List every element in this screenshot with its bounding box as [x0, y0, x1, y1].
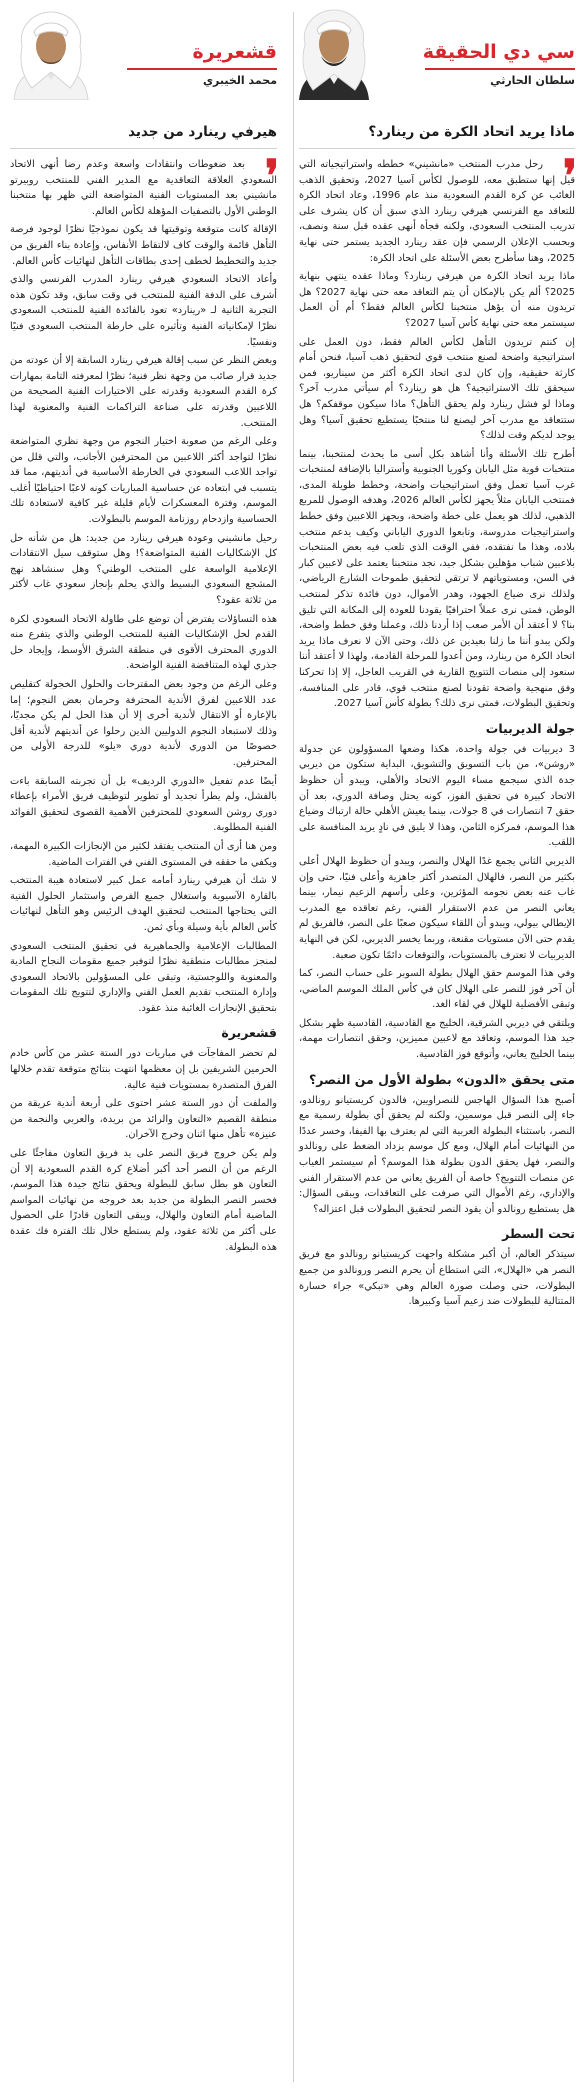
- article-paragraph: أيضًا عدم تفعيل «الدوري الرديف» بل أن تجربته السابقة باءت بالفشل، ولم يطرأ تجديد أو تطوير لتوظيف فريق الأمراء بإعطاء دوري روشن السعودي للمحترفين الأهمية القصوى لتحقيق الفوائد الفنية المطلوبة.: [10, 775, 277, 834]
- article-paragraph: ماذا يريد اتحاد الكرة من هيرفي رينارد؟ وماذا عقده ينتهي بنهاية 2025؟ ألم يكن بالإمكان أن يتم التعاقد معه حتى نهاية 2027؟ هل تريدون منه أن يؤهل منتخبنا لكأس العالم فقط؟ أم أن العمل سيستمر معه حتى نهاية كأس آسيا 2027؟: [299, 271, 575, 329]
- article-paragraph: ومن هنا أرى أن المنتخب يفتقد لكثير من الإنجازات الكبيرة المهمة، ويكفي ما حققه في المستوى الفني في الفترات الماضية.: [10, 840, 277, 868]
- article-paragraph: أصبح هذا السؤال الهاجس للنصراويين، فالدون كريستيانو رونالدو، جاء إلى النصر قبل موسمين، ولكنه لم يحقق أي بطولة رسمية مع النصر، باستثناء البطولة العربية التي لم يعترف بها الفيفا، وخسر عددًا من النهائيات أمام الهلال، ومع كل موسم يزداد الضغط على رونالدو والنصر، فهل يحقق الدون بطولة هذا الموسم؟ أم سيستمر الغياب عن منصات التتويج؟ خاصة أن الفريق يعاني من عدم الاستقرار الفني والإداري، رغم الأموال التي صرفت على التعاقدات، ويبقى السؤال: هل يستطيع رونالدو أن يقود النصر لتحقيق البطولات قبل اعتزاله؟: [299, 1094, 575, 1215]
- article-paragraph: المطالبات الإعلامية والجماهيرية في تحقيق المنتخب السعودي لمنجز مطالبات منطقية نظرًا لتوفير جميع مقومات النجاح المادية والمعنوية واللوجستية، وتبقى على المسؤولين بالاتحاد السعودي وإدارة المنتخب تقديم العمل الفني والإداري لتتويج تلك المقومات بتحقيق الإنجازات الغائبة منذ عقود.: [10, 940, 277, 1014]
- left-column: [0, 0, 289, 2096]
- article-paragraph: والملفت أن دور الستة عشر احتوى على أربعة أندية عريقة من منطقة القصيم «التعاون والرائد من بريدة، والعربي والنجمة من عنيزة» تأهل منها اثنان وخرج الآخران.: [10, 1098, 277, 1141]
- right-article-body: [289, 151, 587, 1310]
- article-paragraph: 3 ديربيات في جولة واحدة، هكذا وضعها المسؤولون عن جدولة «روشن»، من باب التسويق والتشويق، البداية ستكون من ديربي جدة الذي سيجمع مساء اليوم الاتحاد والأهلي، ويبدو أن حظوظ الاتحاد كبيرة في تحقيق الفوز، كونه يحتل وصافة الدوري، بعد أن حقق 7 انتصارات في 8 جولات، بينما يعيش الأهلي حالة ارتباك وضياع هذا الموسم، فمركزه الثامن، وهذا لا يليق في نادٍ يريد المنافسة على اللقب.: [299, 743, 575, 849]
- right-column-title-rule: [425, 68, 575, 70]
- right-article-headline: ماذا يريد اتحاد الكرة من رينارد؟: [299, 122, 575, 149]
- article-paragraph: ولم يكن خروج فريق النصر على يد فريق التعاون مفاجئًا على الرغم من أن النصر أحد أكبر أضلاع كرة القدم السعودية إلا أن التعاون هو بطل سابق للبطولة ويحقق نتائج جيدة هذا الموسم، فخسر النصر البطولة من جديد بعد خروجه من نهائيات المواسم الماضية أمام التعاون والهلال، ويبقى التعاون قادرًا على الحصول على أكثر من ثلاثة عقود، ولم يستطع خلال تلك الفترة فك عقدة هذه البطولة.: [10, 1148, 277, 1253]
- left-column-title: قشعريرة: [192, 41, 277, 63]
- article-paragraph: سيتذكر العالم، أن أكبر مشكلة واجهت كريستيانو رونالدو مع فريق النصر هي «الهلال»، التي استطاع أن يحرم النصر ورونالدو من جميع البطولات، حتى وصلت صورة العالم وهي «تبكي» جراء خسارة المتتالية للبطولات ضد زعيم آسيا وكبيرها.: [299, 1249, 575, 1308]
- section-heading: قشعريرة: [221, 1025, 277, 1041]
- section-heading: جولة الديربيات: [485, 720, 575, 736]
- right-column: [289, 0, 587, 2096]
- article-paragraph: الديربي الثاني يجمع غدًا الهلال والنصر، ويبدو أن حظوظ الهلال أعلى بكثير من النصر، فالهلال المتصدر أكثر جاهزية وأعلى فنيًا، حتى وإن غاب عنه بعض نجومه المؤثرين، وعلى رأسهم الزعيم نيمار، بينما يعاني النصر من عدم الاستقرار الفني، رغم تعاقده مع المدرب الإيطالي بيولي، ويبدو أن اللقاء سيكون صعبًا على النصر، فالفريق لم يقدم حتى الآن مستويات مقنعة، وربما يخسر الديربي، لكن في النهاية الديربيات لا تعترف بالمستويات، والتوقعات دائمًا تكون صعبة.: [299, 855, 575, 961]
- quote-mark-icon: ❜: [264, 151, 279, 202]
- article-paragraph: وعلى الرغم من صعوبة اختيار النجوم من وجهة نظري المتواضعة نظرًا لتواجد أكثر اللاعبين من المحترفين الأجانب، والتي قلل من تواجد اللاعب السعودي في الخارطة الأساسية في أنديتهم، مما قد يتسبب في ابتعاده عن حساسية المباريات كونه لاعبًا احتياطيًا أغلب الموسم، وفترة المعسكرات لأيام قليلة غير كافية لاستعادة تلك الحساسية وازدحام روزنامة الموسم بالبطولات.: [10, 436, 277, 526]
- right-column-author: سلطان الحارثي: [490, 74, 575, 87]
- article-paragraph: رحيل مانشيني وعودة هيرفي رينارد من جديد: هل من شأنه حل كل الإشكاليات الفنية المتواضعة؟! وهل ستوقف سيل الانتقادات الإعلامية الواسعة على المنتخب الوطني؟ وهل سنشاهد نهج المشجع السعودي البسيط والذي يحلم بإنجاز سعودي غاب لأكثر من ثلاثة عقود؟: [10, 532, 277, 607]
- section-heading: تحت السطر: [502, 1226, 575, 1242]
- article-paragraph: وأعاد الاتحاد السعودي هيرفي رينارد المدرب الفرنسي والذي أشرف على الدفة الفنية للمنتخب في وقت سابق، وقد تكون هذه التجربة الثانية لـ «رينارد» تعود بالفائدة الفنية للمنتخب السعودي نظرًا لإمكانياته الفنية وتأثيره على خارطة المنتخب السعودي فنيًا ونفسيًا.: [10, 274, 277, 348]
- left-article-headline: هيرفي رينارد من جديد: [10, 122, 277, 149]
- right-column-header: [289, 0, 587, 116]
- article-paragraph: وبغض النظر عن سبب إقالة هيرفي رينارد السابقة إلا أن عودته من جديد قرار صائب من وجهة نظر فنية؛ نظرًا لمعرفته التامة بمهارات كرة القدم السعودية وقدرته على الاختيارات الفنية الصحيحة من اللاعبين وقدرته على صناعة التراكمات الفنية والمعنوية لهذا المنتخب.: [10, 355, 277, 429]
- right-column-label: [423, 40, 575, 87]
- article-paragraph: الإقالة كانت متوقعة وتوقيتها قد يكون نموذجيًا نظرًا لوجود فرصة التأهل قائمة والوقت كاف لالتقاط الأنفاس، وإعادة بناء الفريق من جديد والتخطيط لخطف إحدى بطاقات التأهل لنهائيات كأس العالم.: [10, 224, 277, 267]
- author-photo-left: [10, 4, 92, 100]
- quote-mark-icon: ❜: [562, 151, 577, 202]
- article-paragraph: إن كنتم تريدون التأهل لكأس العالم فقط، دون العمل على استراتيجية واضحة لصنع منتخب قوي لتحقيق ذهب آسيا، فنحن أمام كارثة حقيقية، وإن كان لدى اتحاد الكرة أكثر من سيناريو، فمن سيحقق تلك الاستراتيجية؟ هل هو رينارد؟ أم سيأتي مدرب آخر؟ وماذا لو فشل رينارد ولم يحقق التأهل؟ ماذا سيكون موقفكم؟ هل ستتعاقد مع مدرب آخر ليصنع لنا منتخبًا يستطيع تحقيق آسيا؟ وهل يوجد لديكم وقت لذلك؟: [299, 336, 575, 442]
- section-heading: متى يحقق «الدون» بطولة الأول من النصر؟: [309, 1071, 575, 1087]
- left-column-author: محمد الخيبري: [202, 74, 277, 87]
- article-paragraph: هذه التساؤلات يفترض أن توضع على طاولة الاتحاد السعودي لكرة القدم لحل الإشكاليات الفنية للمنتخب الوطني والذي يتفرع منه الدوري المحترف الأقوى في منطقة الشرق الأوسط، وإيجاد حل جذري لهذه المتناقضة الفنية الواضحة.: [10, 613, 277, 672]
- left-column-header: [0, 0, 289, 116]
- right-column-title: سي دي الحقيقة: [422, 41, 575, 63]
- left-article-body: [0, 151, 289, 1255]
- article-paragraph: أطرح تلك الأسئلة وأنا أشاهد بكل أسى ما يحدث لمنتخبنا، بينما منتخبات قوية مثل اليابان وكوريا الجنوبية وأستراليا بالإضافة لمنتخبات غرب آسيا تعمل وفق استراتيجيات واضحة، وخطط طويلة المدى، فمنتخب اليابان مثلاً يجهز لكأس العالم 2026، وهدفه الوصول للمربع الذهبي، لذلك هو يعمل على خطة واضحة، ويجهز اللاعبين وفق خطط واستراتيجيات مدروسة، وتابعوا الدوري الياباني وكيف يدعم منتخب بلاده، وهذا ما نفتقده، ففي الوقت الذي تلعب فيه بعض المنتخبات بلاعبين شباب مؤهلين بشكل جيد، نجد منتخبنا يعتمد على لاعبين كبار في السن، ومستوياتهم لا ترتقي لتحقيق طموحات الشارع الرياضي، ولذلك نرى ضياع الجهود، وهدر الأموال، دون فائدة تذكر لمنتخب الوطن، فمتى نرى عملاً احترافيًا يقودنا للعودة إلى المكانة التي تليق بنا؟ لا أعتقد أن الأمر صعب إذا أردنا ذلك، وعملنا وفق خطط واضحة، ولكن يبدو أننا ما زلنا بعيدين عن ذلك، وحتى الآن لا نعرف ماذا يريد اتحاد الكرة من رينارد، ومن أعدوا للمرحلة القادمة، ولهذا لا أعتقد أننا سنعود إلى منصات التتويج القارية في القريب العاجل، إلا إذا تحركنا وفق منهجية واضحة تقودنا لصنع منتخب قوي، قادر على المنافسة، وتحقيق البطولات، فمتى نرى ذلك؟ بطولة كأس آسيا 2027.: [299, 448, 575, 710]
- article-paragraph: وعلى الرغم من وجود بعض المقترحات والحلول الخجولة كتقليص عدد اللاعبين لفرق الأندية المحترفة وحرمان بعض النجوم؛ إما بالإعارة أو الانتقال لأندية أخرى إلا أن هذا الحل لم يكن مجديًا، وذلك لاستبعاد النجوم الدوليين الذين رحلوا عن أنديتهم لأندية أقل خصوصًا من الدوري لأندية دوري «يلو» للدرجة الأولى من المحترفين.: [10, 679, 277, 768]
- left-column-label: [127, 40, 277, 87]
- author-photo-right: [293, 4, 375, 100]
- article-paragraph: لا شك أن هيرفي رينارد أمامه عمل كبير لاستعادة هيبة المنتخب بالقارة الآسيوية واستغلال جميع الفرص واستثمار الحلول الفنية التي يحتاجها المنتخب لتحقيق الهدف الرئيس وهو التأهل لنهائيات كأس العالم بأية وسيلة وبأي ثمن.: [10, 875, 277, 933]
- article-paragraph: ويلتقي في ديربي الشرقية، الخليج مع القادسية، القادسية ظهر بشكل جيد هذا الموسم، وتعاقد مع لاعبين مميزين، وحقق انتصارات مهمة، بينما الخليج يعاني، وأتوقع فوز القادسية.: [299, 1017, 575, 1061]
- article-paragraph: بعد ضغوطات وانتقادات واسعة وعدم رضا أنهى الاتحاد السعودي العلاقة التعاقدية مع المدير الفني للمنتخب روبيرتو مانشيني بعد المستويات الفنية المتواضعة التي ظهر بها منتخبنا الوطني الأول بالتصفيات المؤهلة لكأس العالم.: [10, 159, 277, 217]
- article-paragraph: رحل مدرب المنتخب «مانشيني» خططه واستراتيجياته التي قيل إنها ستطبق معه، للوصول لكأس آسيا 2027، وتحقيق الذهب الغائب عن كرة القدم السعودية منذ عام 1996، وعاد اتحاد الكرة للتعاقد مع الفرنسي هيرفي رينارد الذي سبق أن كان يشرف على تدريب المنتخب السعودي، ولكنه فجأة أنهى عقده قبل سنة ونصف، وبحسب الإعلان الرسمي فإن عقد رينارد الجديد يستمر حتى نهاية 2025، وهنا سأطرح بعض الأسئلة على اتحاد الكرة:: [299, 159, 575, 264]
- left-column-title-rule: [127, 68, 277, 70]
- article-paragraph: لم تحضر المفاجآت في مباريات دور الستة عشر من كأس خادم الحرمين الشريفين بل إن معظمها انتهت بنتائج متوقعة تقدم خلالها الفرق المتصدرة بمستويات فنية عالية.: [10, 1048, 277, 1091]
- article-paragraph: وفي هذا الموسم حقق الهلال بطولة السوبر على حساب النصر، كما أن آخر فوز للنصر على الهلال كان في كأس الملك الموسم الماضي، وتبقى الأفضلية للهلال في لقاء الغد.: [299, 968, 575, 1011]
